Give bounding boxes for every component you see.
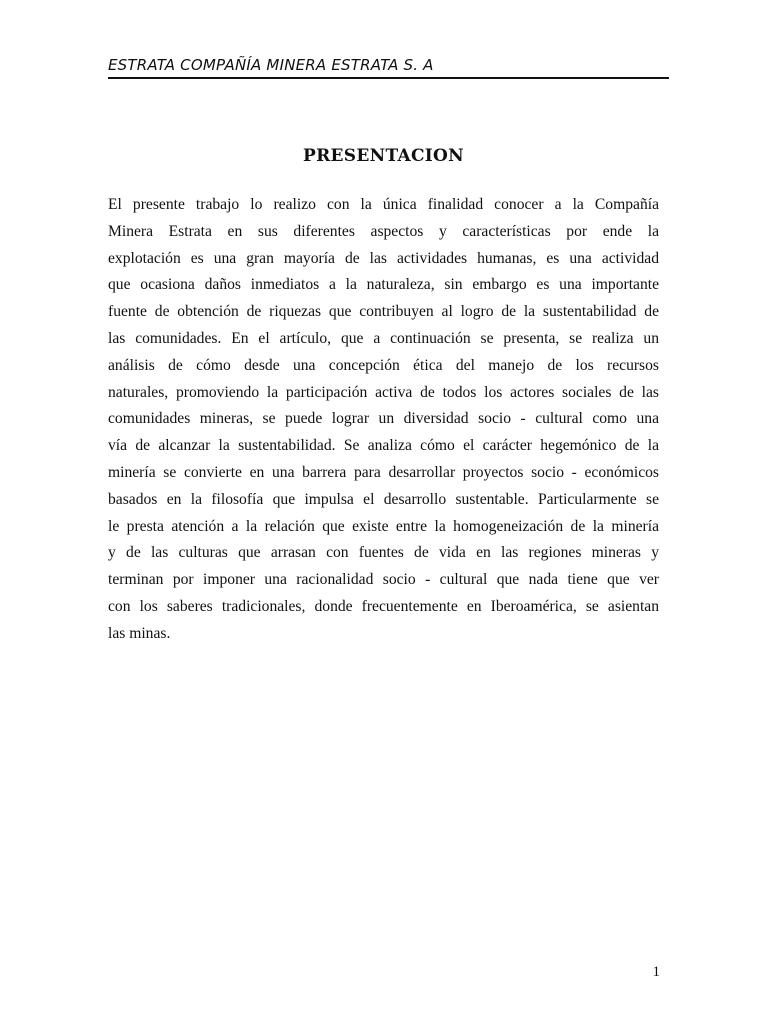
paragraph-line: con los saberes tradicionales, donde frecuentemente en Iberoamérica, se asientan — [108, 597, 659, 615]
paragraph-line: las comunidades. En el artículo, que a continuación se presenta, se realiza un — [108, 329, 659, 347]
paragraph-line: Minera Estrata en sus diferentes aspectos y características por ende la — [108, 222, 659, 240]
page-title: PRESENTACION — [303, 146, 464, 166]
body-paragraph — [108, 192, 659, 648]
header-divider — [108, 77, 669, 79]
paragraph-line: que ocasiona daños inmediatos a la naturaleza, sin embargo es una importante — [108, 276, 659, 294]
paragraph-line: comunidades mineras, se puede lograr un diversidad socio - cultural como una — [108, 410, 659, 428]
page-number: 1 — [652, 964, 660, 980]
paragraph-line: minería se convierte en una barrera para desarrollar proyectos socio - económicos — [108, 463, 659, 481]
paragraph-line: El presente trabajo lo realizo con la única finalidad conocer a la Compañía — [108, 196, 659, 213]
paragraph-line: vía de alcanzar la sustentabilidad. Se analiza cómo el carácter hegemónico de la — [108, 437, 659, 455]
header-text: ESTRATA COMPAÑÍA MINERA ESTRATA S. A — [108, 56, 434, 74]
paragraph-line: fuente de obtención de riquezas que contribuyen al logro de la sustentabilidad de — [108, 303, 659, 321]
paragraph-line: y de las culturas que arrasan con fuentes de vida en las regiones mineras y — [108, 544, 659, 562]
paragraph-line: naturales, promoviendo la participación activa de todos los actores sociales de las — [108, 383, 659, 401]
paragraph-line: explotación es una gran mayoría de las actividades humanas, es una actividad — [108, 249, 659, 267]
paragraph-line: basados en la filosofía que impulsa el desarrollo sustentable. Particularmente se — [108, 490, 659, 508]
paragraph-line: terminan por imponer una racionalidad socio - cultural que nada tiene que ver — [108, 571, 659, 589]
paragraph-line: las minas. — [108, 624, 171, 642]
paragraph-line: le presta atención a la relación que existe entre la homogeneización de la minería — [108, 517, 659, 535]
paragraph-line: análisis de cómo desde una concepción ética del manejo de los recursos — [108, 356, 659, 374]
